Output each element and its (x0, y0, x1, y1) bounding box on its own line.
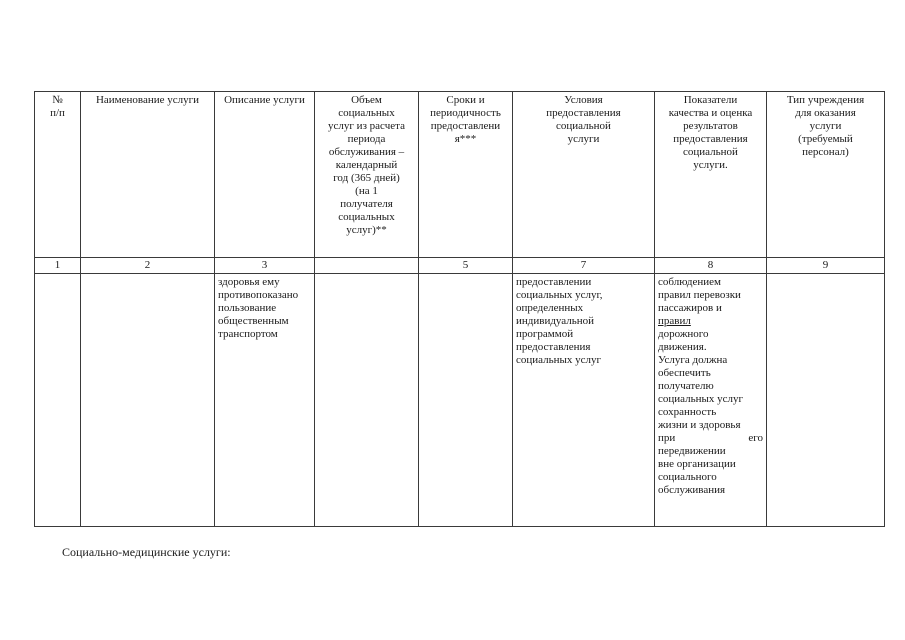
quality-word: его (748, 432, 763, 444)
services-table (34, 91, 885, 527)
row-cell-terms (419, 274, 513, 527)
row-cell-number (35, 274, 81, 527)
header-cell-number: № п/п (35, 92, 81, 258)
quality-line-justified (658, 432, 763, 445)
header-cell-terms: Сроки и периодичность предоставлени я*** (419, 92, 513, 258)
column-number-cell: 1 (35, 258, 81, 274)
services-table-container (34, 91, 884, 527)
column-number-row (35, 258, 885, 274)
conditions-line: предоставлении социальных услуг, определенных индивидуальной программой предоставления социальных услуг (516, 276, 603, 366)
quality-line: передвижении (658, 445, 726, 457)
column-number-cell: 2 (81, 258, 215, 274)
quality-line: соблюдением (658, 276, 721, 288)
header-cell-service-name: Наименование услуги (81, 92, 215, 258)
header-cell-institution-type: Тип учреждения для оказания услуги (требуемый персонал) (767, 92, 885, 258)
column-number-cell: 9 (767, 258, 885, 274)
row-cell-conditions (513, 274, 655, 527)
table-header-row (35, 92, 885, 258)
quality-line: правил перевозки (658, 289, 741, 301)
table-row (35, 274, 885, 527)
quality-line: получателю (658, 380, 714, 392)
quality-line: вне организации (658, 458, 736, 470)
quality-line: пассажиров и (658, 302, 722, 314)
row-cell-description: здоровья ему противопоказано пользование общественным транспортом (215, 274, 315, 527)
column-number-cell: 3 (215, 258, 315, 274)
quality-line: дорожного (658, 328, 709, 340)
quality-line: жизни и здоровья (658, 419, 741, 431)
quality-line: движения. (658, 341, 707, 353)
header-cell-conditions: Условия предоставления социальной услуги (513, 92, 655, 258)
quality-line: обслуживания (658, 484, 726, 496)
column-number-cell: 5 (419, 258, 513, 274)
column-number-cell: 7 (513, 258, 655, 274)
column-number-cell (315, 258, 419, 274)
column-number-cell: 8 (655, 258, 767, 274)
quality-line: сохранность (658, 406, 717, 418)
quality-line: социального (658, 471, 717, 483)
section-caption: Социально-медицинские услуги: (62, 545, 231, 559)
quality-line-underlined: правил (658, 315, 691, 327)
row-cell-service-name (81, 274, 215, 527)
row-cell-volume (315, 274, 419, 527)
quality-line: социальных услуг (658, 393, 744, 405)
quality-line: обеспечить (658, 367, 711, 379)
quality-line: Услуга должна (658, 354, 728, 366)
header-cell-quality: Показатели качества и оценка результатов предоставления социальной услуги. (655, 92, 767, 258)
header-cell-volume: Объем социальных услуг из расчета периода обслуживания – календарный год (365 дней) (на 1 получателя социальных услуг)** (315, 92, 419, 258)
row-cell-institution-type (767, 274, 885, 527)
row-cell-quality (655, 274, 767, 527)
header-cell-service-description: Описание услуги (215, 92, 315, 258)
quality-word: при (658, 432, 676, 444)
